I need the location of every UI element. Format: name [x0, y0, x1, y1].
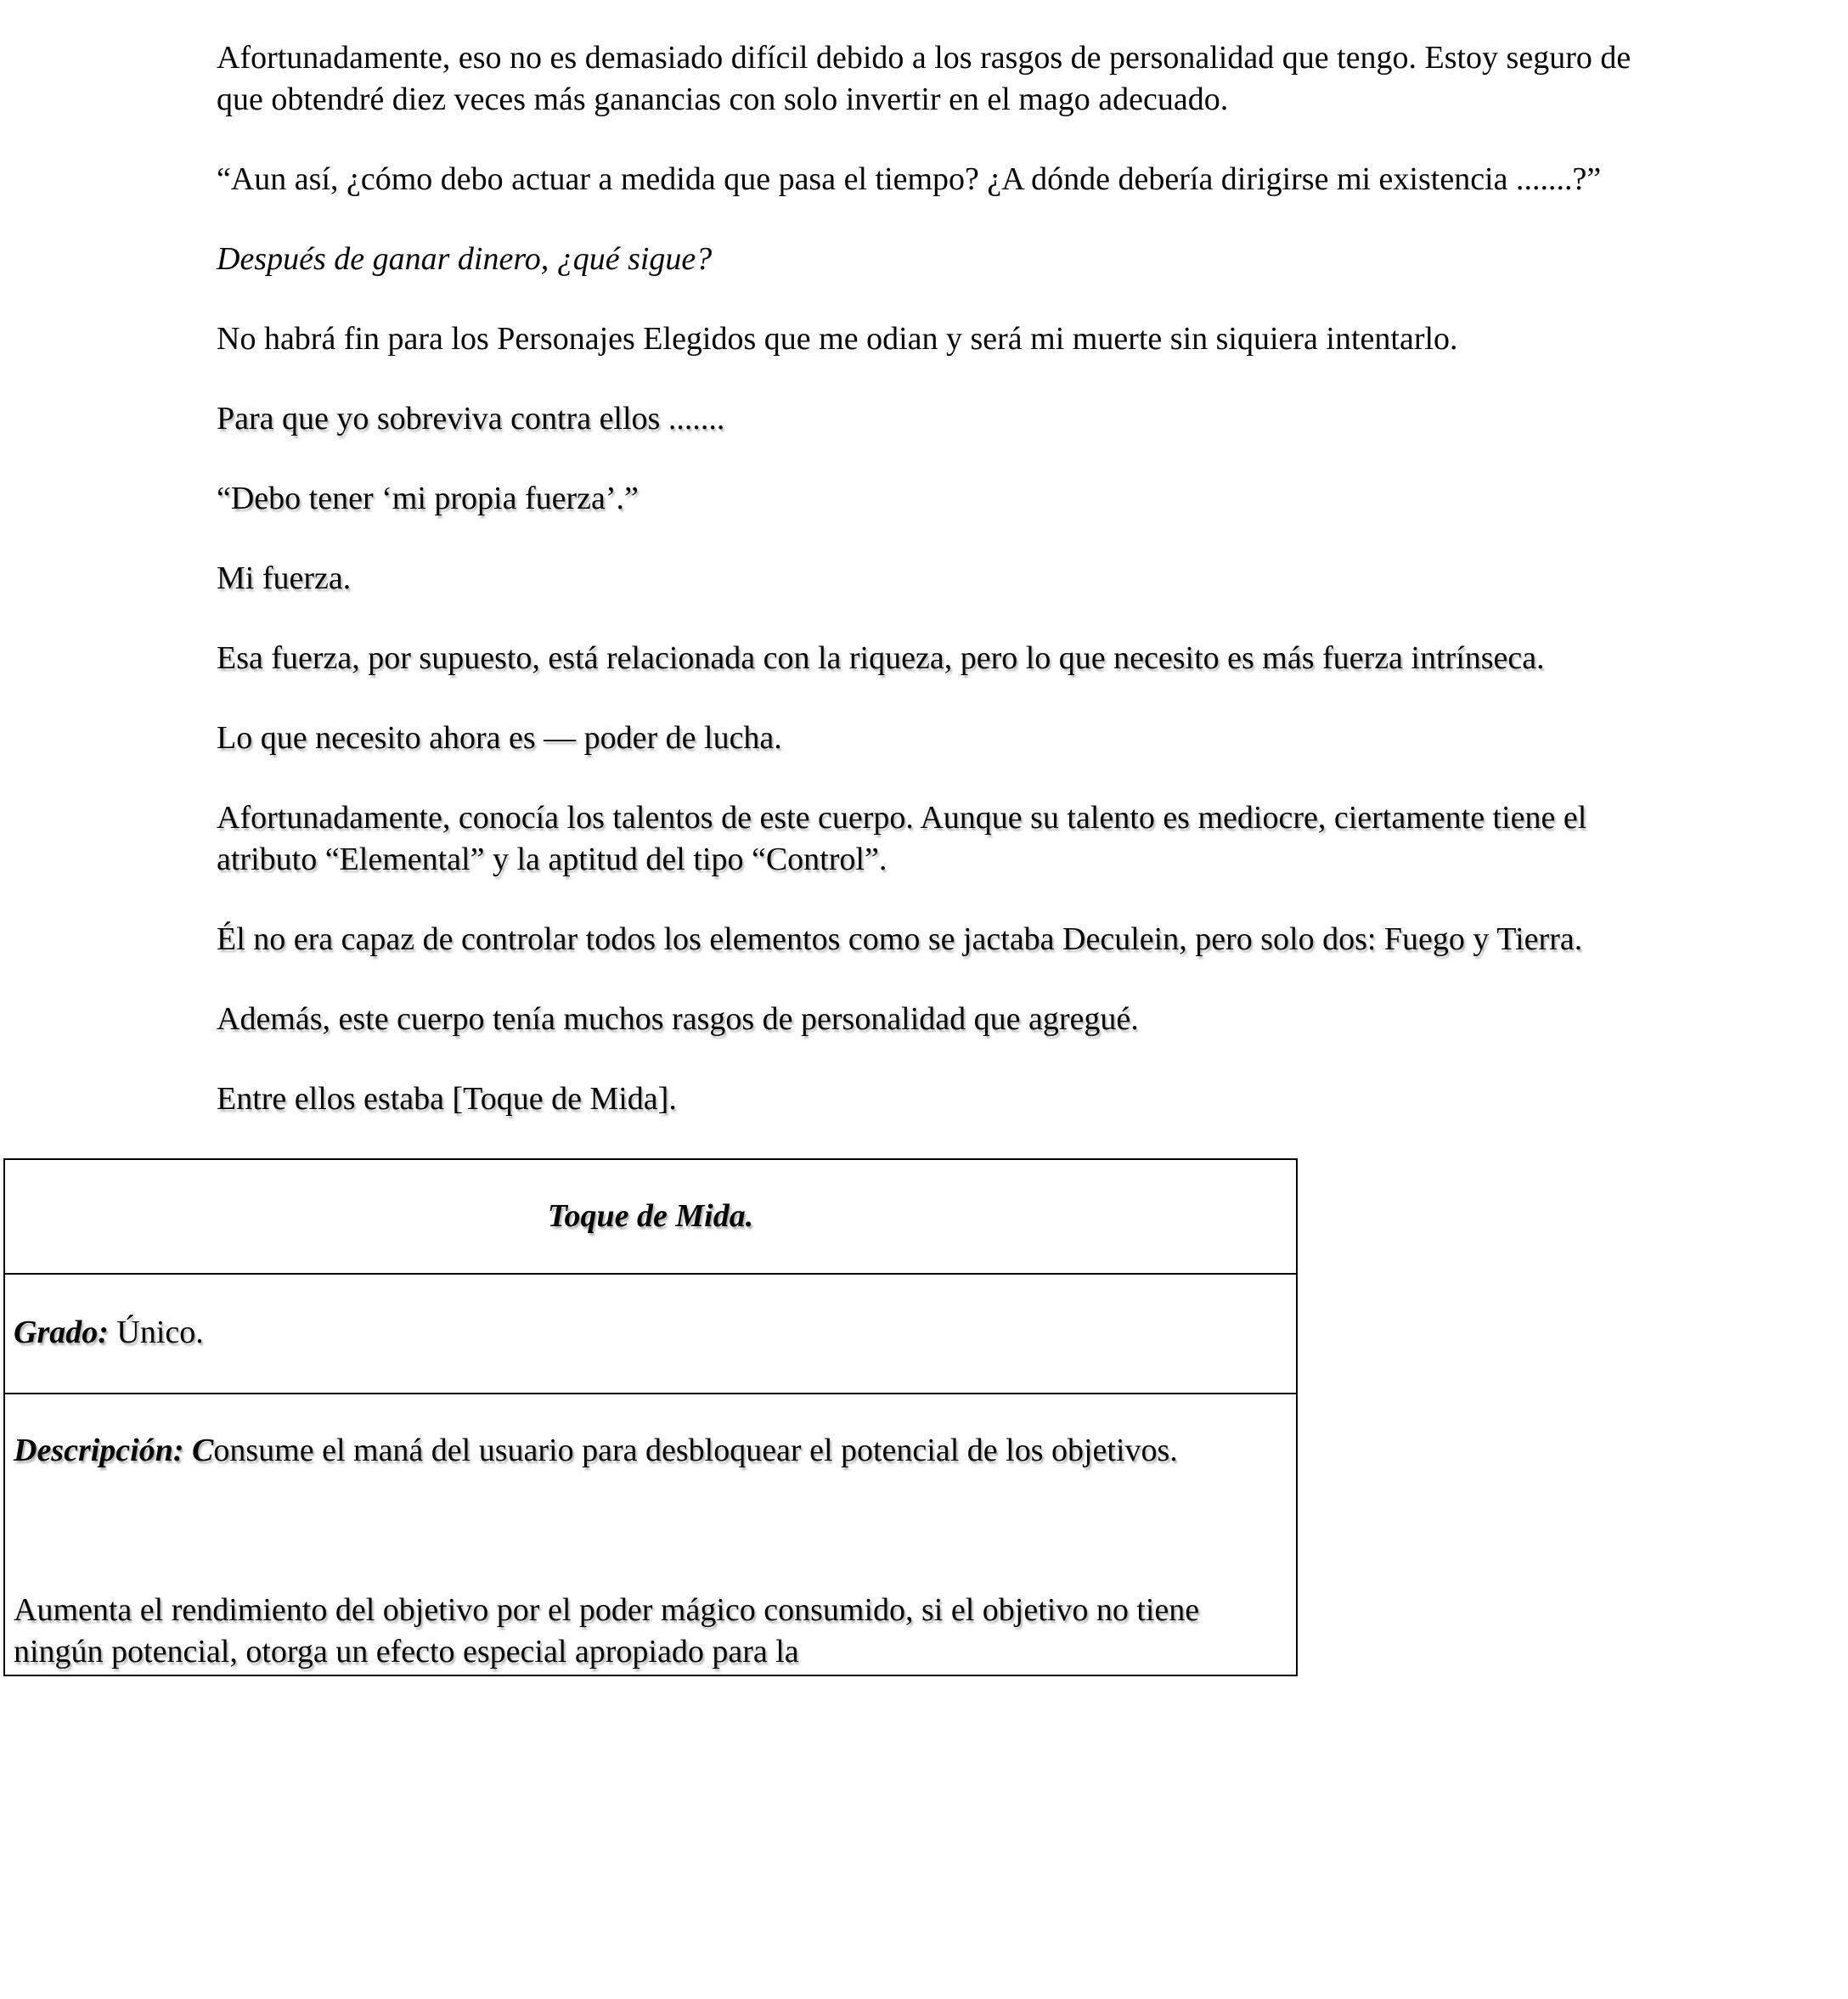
grade-value: Único. [116, 1315, 204, 1350]
item-table [3, 1158, 1298, 1676]
item-title: Toque de Mida. [547, 1198, 754, 1234]
item-title-cell [4, 1159, 1297, 1274]
paragraph: “Aun así, ¿cómo debo actuar a medida que pasa el tiempo? ¿A dónde debería dirigirse mi existencia .......?” [217, 161, 1602, 197]
item-description-cell [4, 1394, 1297, 1675]
paragraph: No habrá fin para los Personajes Elegidos que me odian y será mi muerte sin siquiera intentarlo. [217, 321, 1458, 357]
description-extra-paragraph: Aumenta el rendimiento del objetivo por el poder mágico consumido, si el objetivo no tiene ningún potencial, otorga un efecto especial apropiado para la [14, 1592, 1200, 1670]
item-table-body [4, 1159, 1297, 1675]
description-blank-line [14, 1510, 1286, 1551]
item-grade-cell [4, 1274, 1297, 1394]
description-value: onsume el maná del usuario para desbloquear el potencial de los objetivos. [213, 1433, 1178, 1468]
grade-label: Grado: [14, 1315, 109, 1350]
item-table-grade-row [4, 1274, 1297, 1394]
item-table-title-row [4, 1159, 1297, 1274]
paragraph: Lo que necesito ahora es — poder de lucha. [217, 720, 782, 756]
description-paragraph [14, 1430, 1286, 1472]
paragraph: Esa fuerza, por supuesto, está relacionada con la riqueza, pero lo que necesito es más fuerza intrínseca. [217, 640, 1545, 676]
paragraph: Para que yo sobreviva contra ellos ....... [217, 401, 725, 436]
paragraph: Afortunadamente, eso no es demasiado difícil debido a los rasgos de personalidad que tengo. Estoy seguro de que obtendré diez veces más ganancias con solo invertir en el mago adecuado. [217, 40, 1631, 117]
description-label: Descripción: C [14, 1433, 214, 1468]
item-table-description-row [4, 1394, 1297, 1675]
paragraph: “Debo tener ‘mi propia fuerza’.” [217, 481, 639, 516]
paragraph: Él no era capaz de controlar todos los elementos como se jactaba Deculein, pero solo dos: Fuego y Tierra. [217, 921, 1583, 957]
paragraph: Después de ganar dinero, ¿qué sigue? [217, 241, 713, 277]
paragraph: Mi fuerza. [217, 560, 352, 596]
paragraph: Afortunadamente, conocía los talentos de este cuerpo. Aunque su talento es mediocre, ciertamente tiene el atributo “Elemental” y la aptitud del tipo “Control”. [217, 800, 1587, 877]
paragraph: Entre ellos estaba [Toque de Mida]. [217, 1081, 677, 1117]
paragraph: Además, este cuerpo tenía muchos rasgos de personalidad que agregué. [217, 1001, 1139, 1037]
